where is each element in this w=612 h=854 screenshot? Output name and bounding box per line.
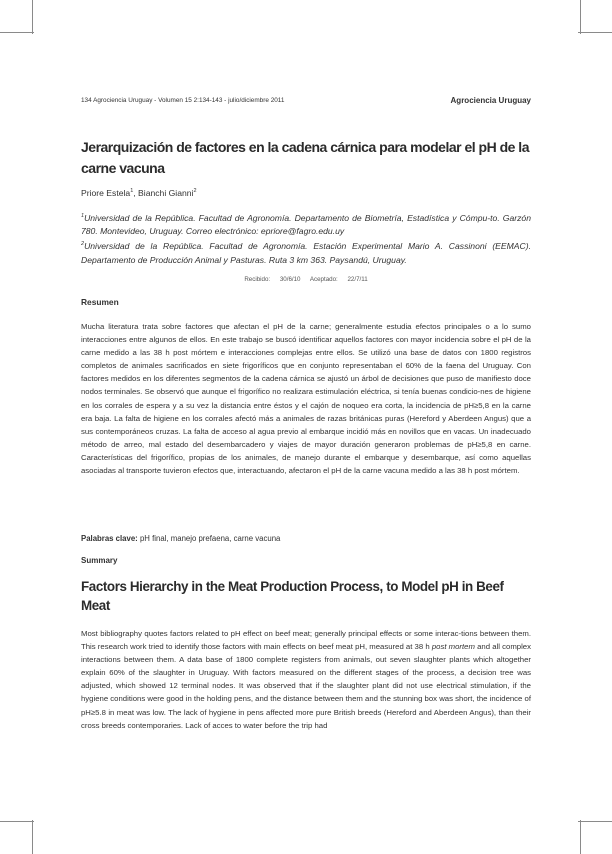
article-title-en: Factors Hierarchy in the Meat Production Process, to Model pH in Beef Meat (81, 579, 504, 613)
crop-mark (580, 0, 581, 34)
keywords (81, 534, 280, 543)
affiliation-1 (81, 210, 531, 238)
summary-text-emphasis: post mortem (431, 642, 475, 652)
received-accepted-dates (0, 276, 612, 283)
affiliation-text: Universidad de la República. Facultad de Agronomía. Estación Experimental Mario A. Cassinoni (EEMAC). Departamento de Producción Animal y Pasturas. Ruta 3 km 363. Paysandú, Uruguay. (81, 241, 531, 265)
crop-mark (0, 821, 34, 822)
accepted-date: Aceptado: 22/7/11 (309, 276, 368, 283)
author-name: Bianchi Gianni (138, 188, 194, 198)
crop-mark (578, 32, 612, 33)
resumen-heading: Resumen (81, 297, 119, 307)
author-mark: 2 (193, 188, 197, 195)
author-line (81, 188, 197, 198)
crop-mark (578, 821, 612, 822)
keywords-label: Palabras clave: (81, 534, 138, 543)
affiliation-2 (81, 238, 531, 266)
received-date: Recibido: 30/6/10 (244, 276, 301, 283)
keywords-text: pH final, manejo prefaena, carne vacuna (137, 534, 281, 543)
affiliation-text: Universidad de la República. Facultad de Agronomía. Departamento de Biometría, Estadística y Cómpu-to. Garzón 780. Montevideo, Uruguay. Correo electrónico: epriore@fagro.edu.uy (81, 212, 531, 237)
summary-text-part: Most bibliography quotes factors related to pH effect on beef meat; generally principal effects or some interac-tions between them. This research work tried to identify those factors with main effects on beef meat pH, measured at 38 h (81, 629, 531, 652)
affiliation-mark: 1 (81, 213, 85, 219)
article-title-es: Jerarquización de factores en la cadena cárnica para modelar el pH de la carne vacuna (81, 139, 529, 176)
author-mark: 1 (130, 188, 134, 195)
running-header (81, 97, 531, 109)
summary-heading: Summary (81, 556, 118, 565)
running-reference: 134 Agrociencia Uruguay - Volumen 15 2:134-143 - julio/diciembre 2011 (81, 97, 285, 104)
author-separator: , (133, 188, 139, 198)
crop-mark (32, 820, 33, 854)
author-name: Priore Estela (81, 188, 131, 198)
summary-text (81, 627, 531, 732)
crop-mark (32, 0, 33, 34)
crop-mark (580, 820, 581, 854)
journal-name: Agrociencia Uruguay (450, 96, 531, 105)
crop-mark (0, 32, 34, 33)
summary-text-part: and all complex interactions between them. A data base of 1800 complete registers from animals, out seven slaughter plants which altogether explain 60% of the slaughter in Uruguay. With factors measured on the different stages of the process, a decision tree was adjusted, which showed 12 terminal nodes. It was observed that if the slaughter plant did not use electrical stimulation, if the hygiene conditions were good in the holding pens, and the distance between them and the stunning box was short, the incidence of pH≥5.8 in meat was low. The lack of hygiene in pens affected more pure British breeds (Hereford and Aberdeen Angus), than their cross breeds contemporaries. Lack of acces to water before the trip had (81, 642, 531, 730)
affiliations (81, 210, 531, 267)
affiliation-mark: 2 (81, 241, 85, 248)
resumen-text: Mucha literatura trata sobre factores que afectan el pH de la carne; generalmente estudia efectos principales o a lo sumo interacciones entre algunos de ellos. En este trabajo se buscó identificar aquellos factores con mayor incidencia sobre el pH de la carne medido a las 38 h post mórtem e interacciones complejas entre ellos. Se utilizó una base de datos con 1800 registros completos de animales sacrificados en siete frigoríficos que en conjunto representaban el 60% de la faena del Uruguay. Con factores medidos en los diferentes segmentos de la cadena cárnica se ajustó un árbol de decisiones que puso de manifiesto doce nodos terminales. Se observó que aunque el frigorífico no realizara estimulación eléctrica, si tenía buenas condicio-nes de higiene en los corrales de espera y a su vez la distancia entre éstos y el cajón de noqueo era corta, la incidencia de pH≥5,8 en la carne era baja. La falta de higiene en los corrales afectó más a animales de razas británicas puras (Hereford y Aberdeen Angus) que a sus contemporáneos cruzas. La falta de acceso al agua previo al embarque incidió más en novillos que en vacas. Un inadecuado método de arreo, mal estado del desembarcadero y viajes de mayor duración generaron problemas de pH≥5,8 en carne. Características del frigorífico, propias de los animales, de manejo durante el embarque y desembarque, así como aquellas asociadas al transporte tuvieron efectos que, interactuando, afectaron el pH de la carne vacuna medido a las 38 h post mórtem. (81, 322, 531, 476)
